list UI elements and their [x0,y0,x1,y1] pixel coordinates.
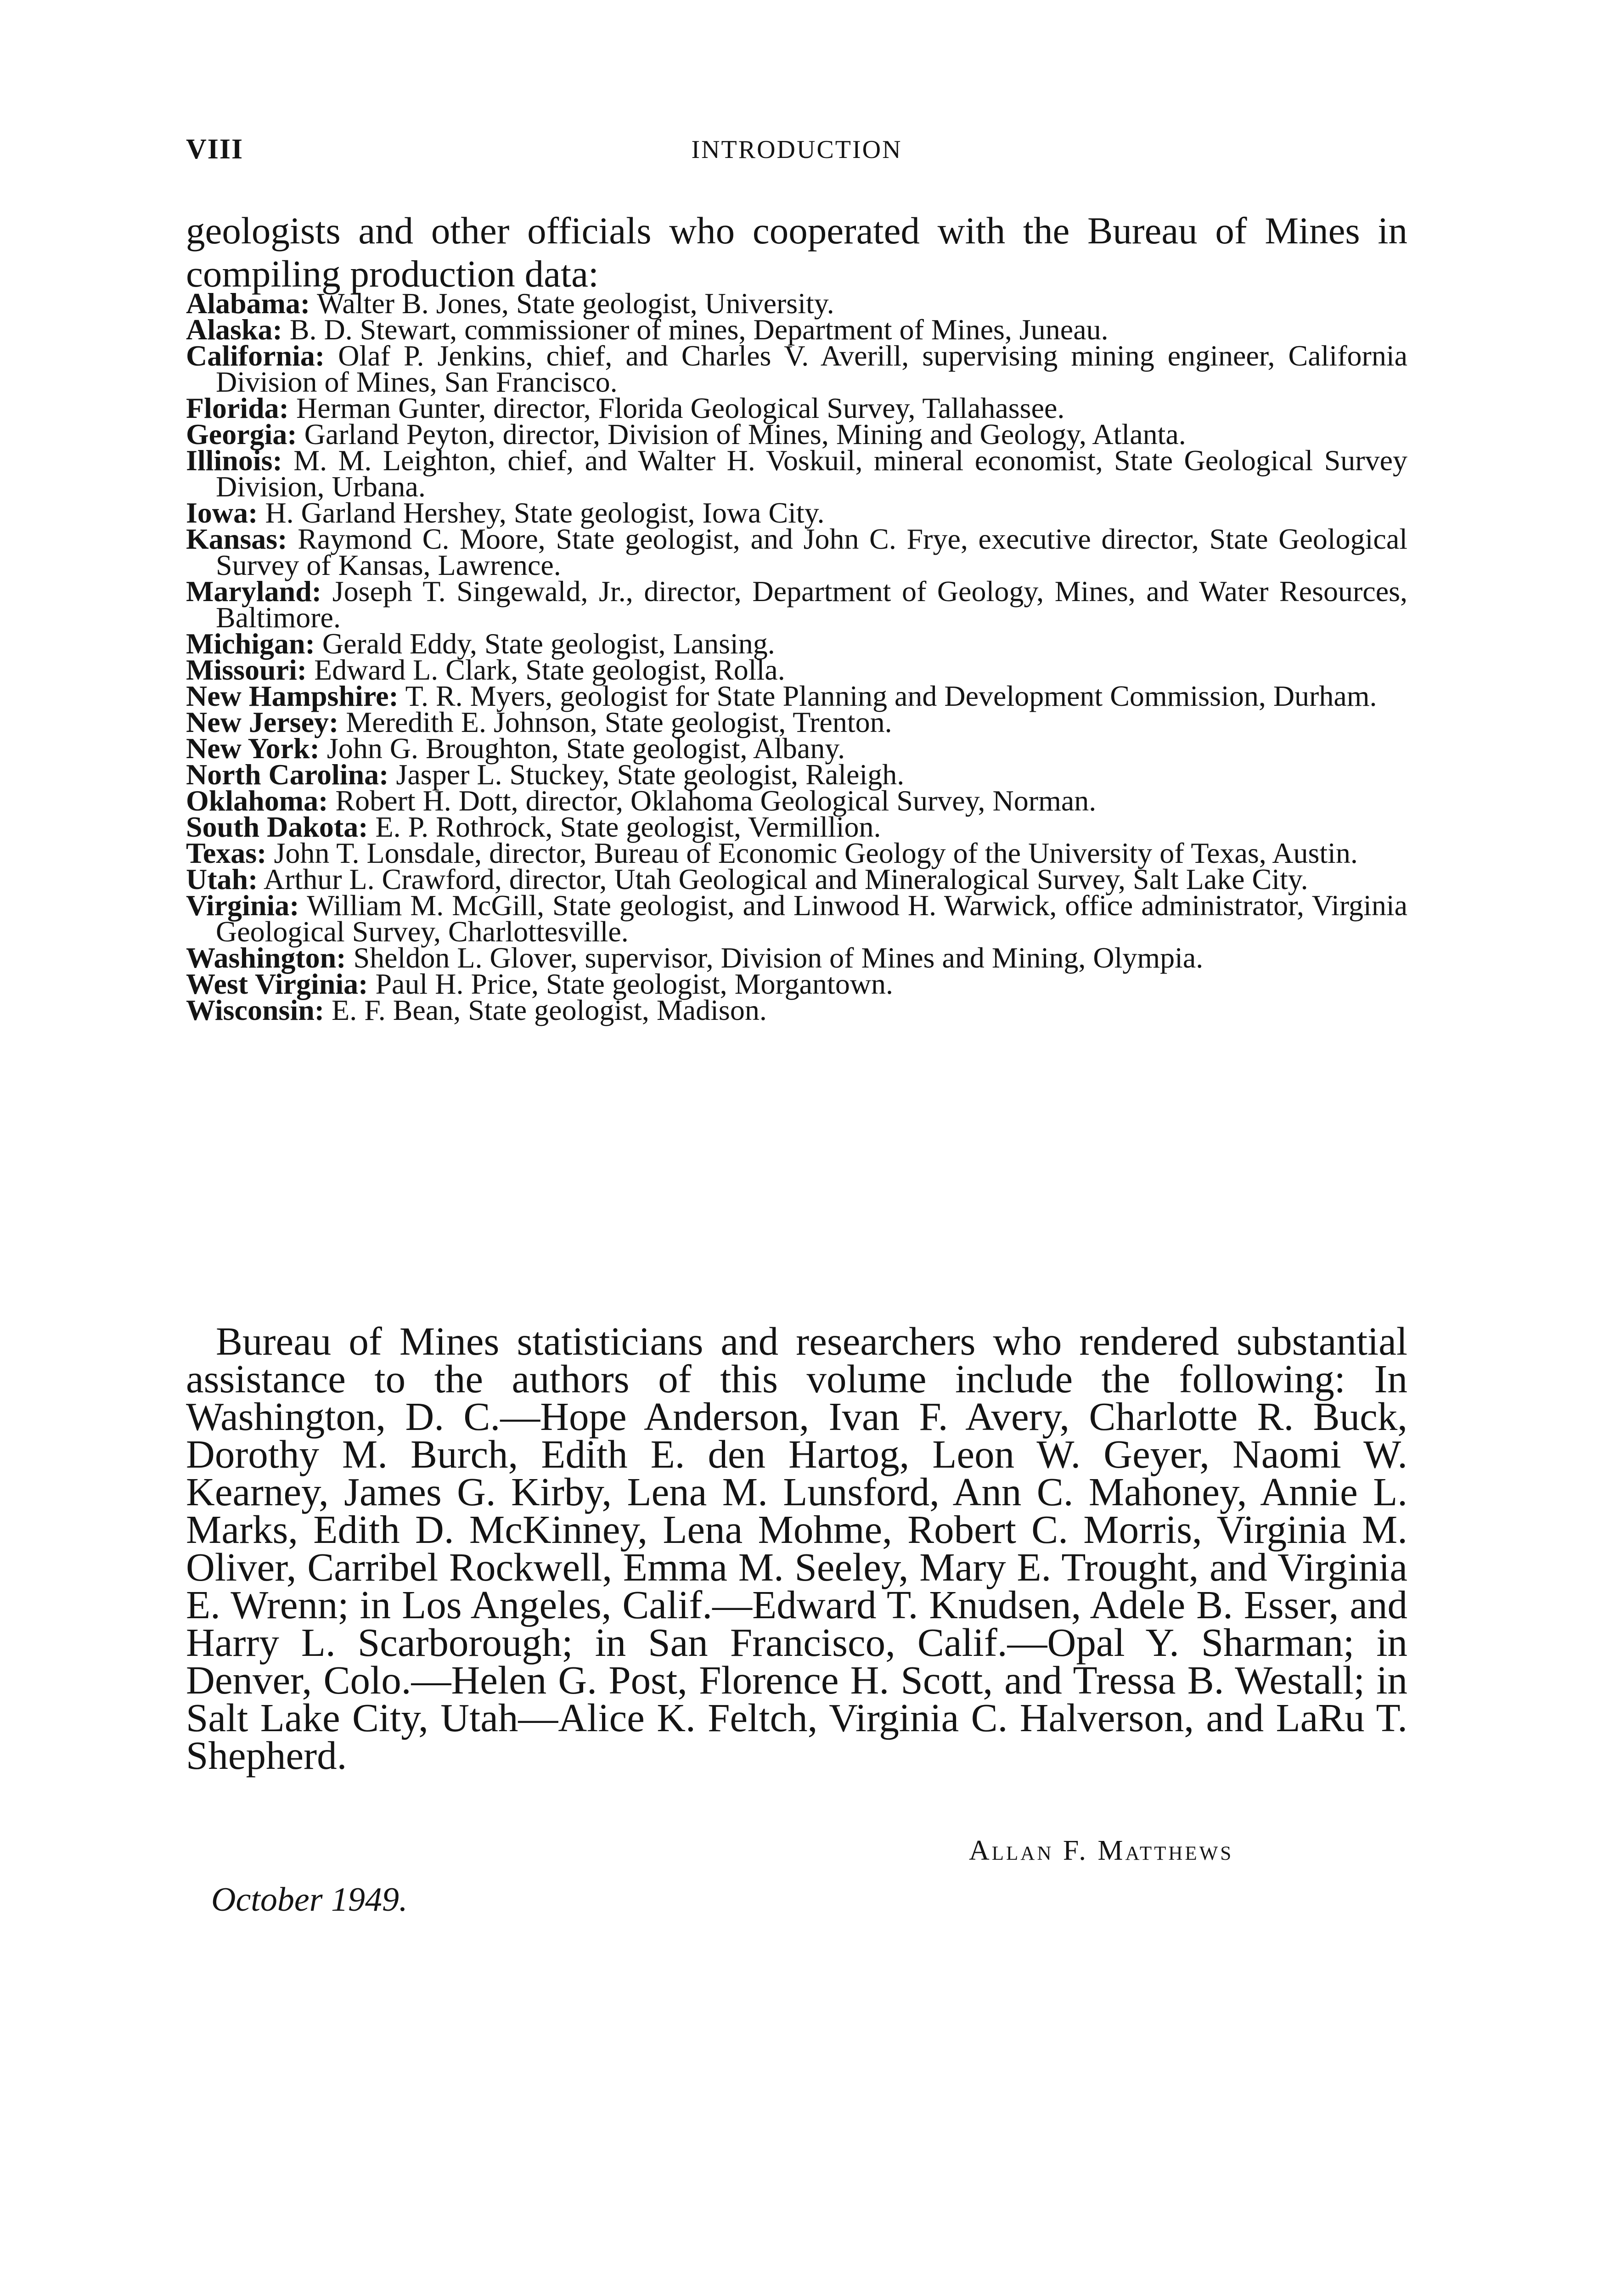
cooperator-detail: Walter B. Jones, State geologist, University. [317,287,834,320]
list-item [186,444,1408,503]
dateline: October 1949. [211,1881,408,1919]
state-name: Utah: [186,863,258,895]
state-name: New York: [186,732,320,765]
intro-paragraph: geologists and other officials who cooperated with the Bureau of Mines in compiling production data: [186,209,1407,295]
list-item [186,627,1407,660]
state-name: West Virginia: [186,968,368,1000]
list-item [186,810,1407,843]
list-item [186,994,1407,1026]
state-name: Illinois: [186,444,282,477]
cooperator-detail: Olaf P. Jenkins, chief, and Charles V. Averill, supervising mining engineer, California Division of Mines, San Francisco. [216,339,1408,398]
cooperator-list [186,287,1408,1026]
author-signature: Allan F. Matthews [969,1835,1234,1866]
list-item [186,680,1407,712]
cooperator-detail: Herman Gunter, director, Florida Geological Survey, Tallahassee. [296,392,1065,424]
cooperator-detail: Meredith E. Johnson, State geologist, Trenton. [346,706,892,738]
cooperator-detail: John T. Lonsdale, director, Bureau of Economic Geology of the University of Texas, Austin. [274,837,1358,869]
cooperator-detail: Robert H. Dott, director, Oklahoma Geological Survey, Norman. [335,784,1097,817]
state-name: Wisconsin: [186,994,325,1026]
state-name: New Hampshire: [186,680,399,712]
list-item [186,339,1408,398]
cooperator-detail: Sheldon L. Glover, supervisor, Division of Mines and Mining, Olympia. [353,941,1204,974]
state-name: Florida: [186,392,289,424]
cooperator-detail: B. D. Stewart, commissioner of mines, Department of Mines, Juneau. [289,313,1108,346]
cooperator-detail: Raymond C. Moore, State geologist, and John C. Frye, executive director, State Geological Survey of Kansas, Lawrence. [216,523,1408,581]
running-head [186,133,1407,174]
state-name: Alabama: [186,287,310,320]
section-title: INTRODUCTION [691,135,902,164]
list-item [186,392,1407,424]
cooperator-detail: Paul H. Price, State geologist, Morgantown. [375,968,894,1000]
list-item [186,706,1407,738]
cooperator-detail: Edward L. Clark, State geologist, Rolla. [314,653,785,686]
list-item [186,732,1407,765]
cooperator-detail: Jasper L. Stuckey, State geologist, Raleigh. [396,758,905,791]
list-item [186,758,1407,791]
list-item [186,784,1407,817]
cooperator-detail: M. M. Leighton, chief, and Walter H. Voskuil, mineral economist, State Geological Survey Division, Urbana. [216,444,1408,503]
state-name: Alaska: [186,313,282,346]
list-item [186,863,1407,895]
cooperator-detail: Arthur L. Crawford, director, Utah Geological and Mineralogical Survey, Salt Lake City. [263,863,1308,895]
cooperator-detail: E. F. Bean, State geologist, Madison. [332,994,767,1026]
cooperator-detail: John G. Broughton, State geologist, Albany. [326,732,845,765]
list-item [186,968,1407,1000]
cooperator-detail: William M. McGill, State geologist, and Linwood H. Warwick, office administrator, Virginia Geological Survey, Charlottesville. [216,889,1407,948]
state-name: New Jersey: [186,706,339,738]
list-item [186,837,1407,869]
state-name: Iowa: [186,496,258,529]
list-item [186,523,1408,581]
state-name: California: [186,339,325,372]
cooperator-detail: T. R. Myers, geologist for State Planning and Development Commission, Durham. [405,680,1377,712]
state-name: South Dakota: [186,810,368,843]
state-name: Oklahoma: [186,784,328,817]
cooperator-detail: Garland Peyton, director, Division of Mines, Mining and Geology, Atlanta. [304,418,1186,450]
list-item [186,496,1407,529]
page-number: VIII [186,134,244,165]
list-item [186,287,1407,320]
state-name: Missouri: [186,653,307,686]
state-name: Maryland: [186,575,322,608]
list-item [186,653,1407,686]
list-item [186,575,1408,634]
list-item [186,313,1407,346]
cooperator-detail: E. P. Rothrock, State geologist, Vermillion. [375,810,881,843]
state-name: Virginia: [186,889,299,922]
list-item [186,889,1407,948]
cooperator-detail: H. Garland Hershey, State geologist, Iowa City. [265,496,825,529]
state-name: Michigan: [186,627,315,660]
list-item [186,941,1407,974]
cooperator-detail: Joseph T. Singewald, Jr., director, Department of Geology, Mines, and Water Resources, Baltimore. [216,575,1408,634]
state-name: Texas: [186,837,267,869]
list-item [186,418,1407,450]
state-name: Kansas: [186,523,287,555]
cooperator-detail: Gerald Eddy, State geologist, Lansing. [322,627,775,660]
state-name: Georgia: [186,418,297,450]
state-name: North Carolina: [186,758,389,791]
staff-acknowledgment-paragraph: Bureau of Mines statisticians and researchers who rendered substantial assistance to the authors of this volume include the following: In Washington, D. C.—Hope Anderson, Ivan F. Avery, Charlotte R. Buck, Dorothy M. Burch, Edith E. den Hartog, Leon W. Geyer, Naomi W. Kearney, James G. Kirby, Lena M. Lunsford, Ann C. Mahoney, Annie L. Marks, Edith D. McKinney, Lena Mohme, Robert C. Morris, Virginia M. Oliver, Carribel Rockwell, Emma M. Seeley, Mary E. Trought, and Virginia E. Wrenn; in Los Angeles, Calif.—Edward T. Knudsen, Adele B. Esser, and Harry L. Scarborough; in San Francisco, Calif.—Opal Y. Sharman; in Denver, Colo.—Helen G. Post, Florence H. Scott, and Tressa B. Westall; in Salt Lake City, Utah—Alice K. Feltch, Virginia C. Halverson, and LaRu T. Shepherd. [186,1319,1407,1778]
state-name: Washington: [186,941,346,974]
